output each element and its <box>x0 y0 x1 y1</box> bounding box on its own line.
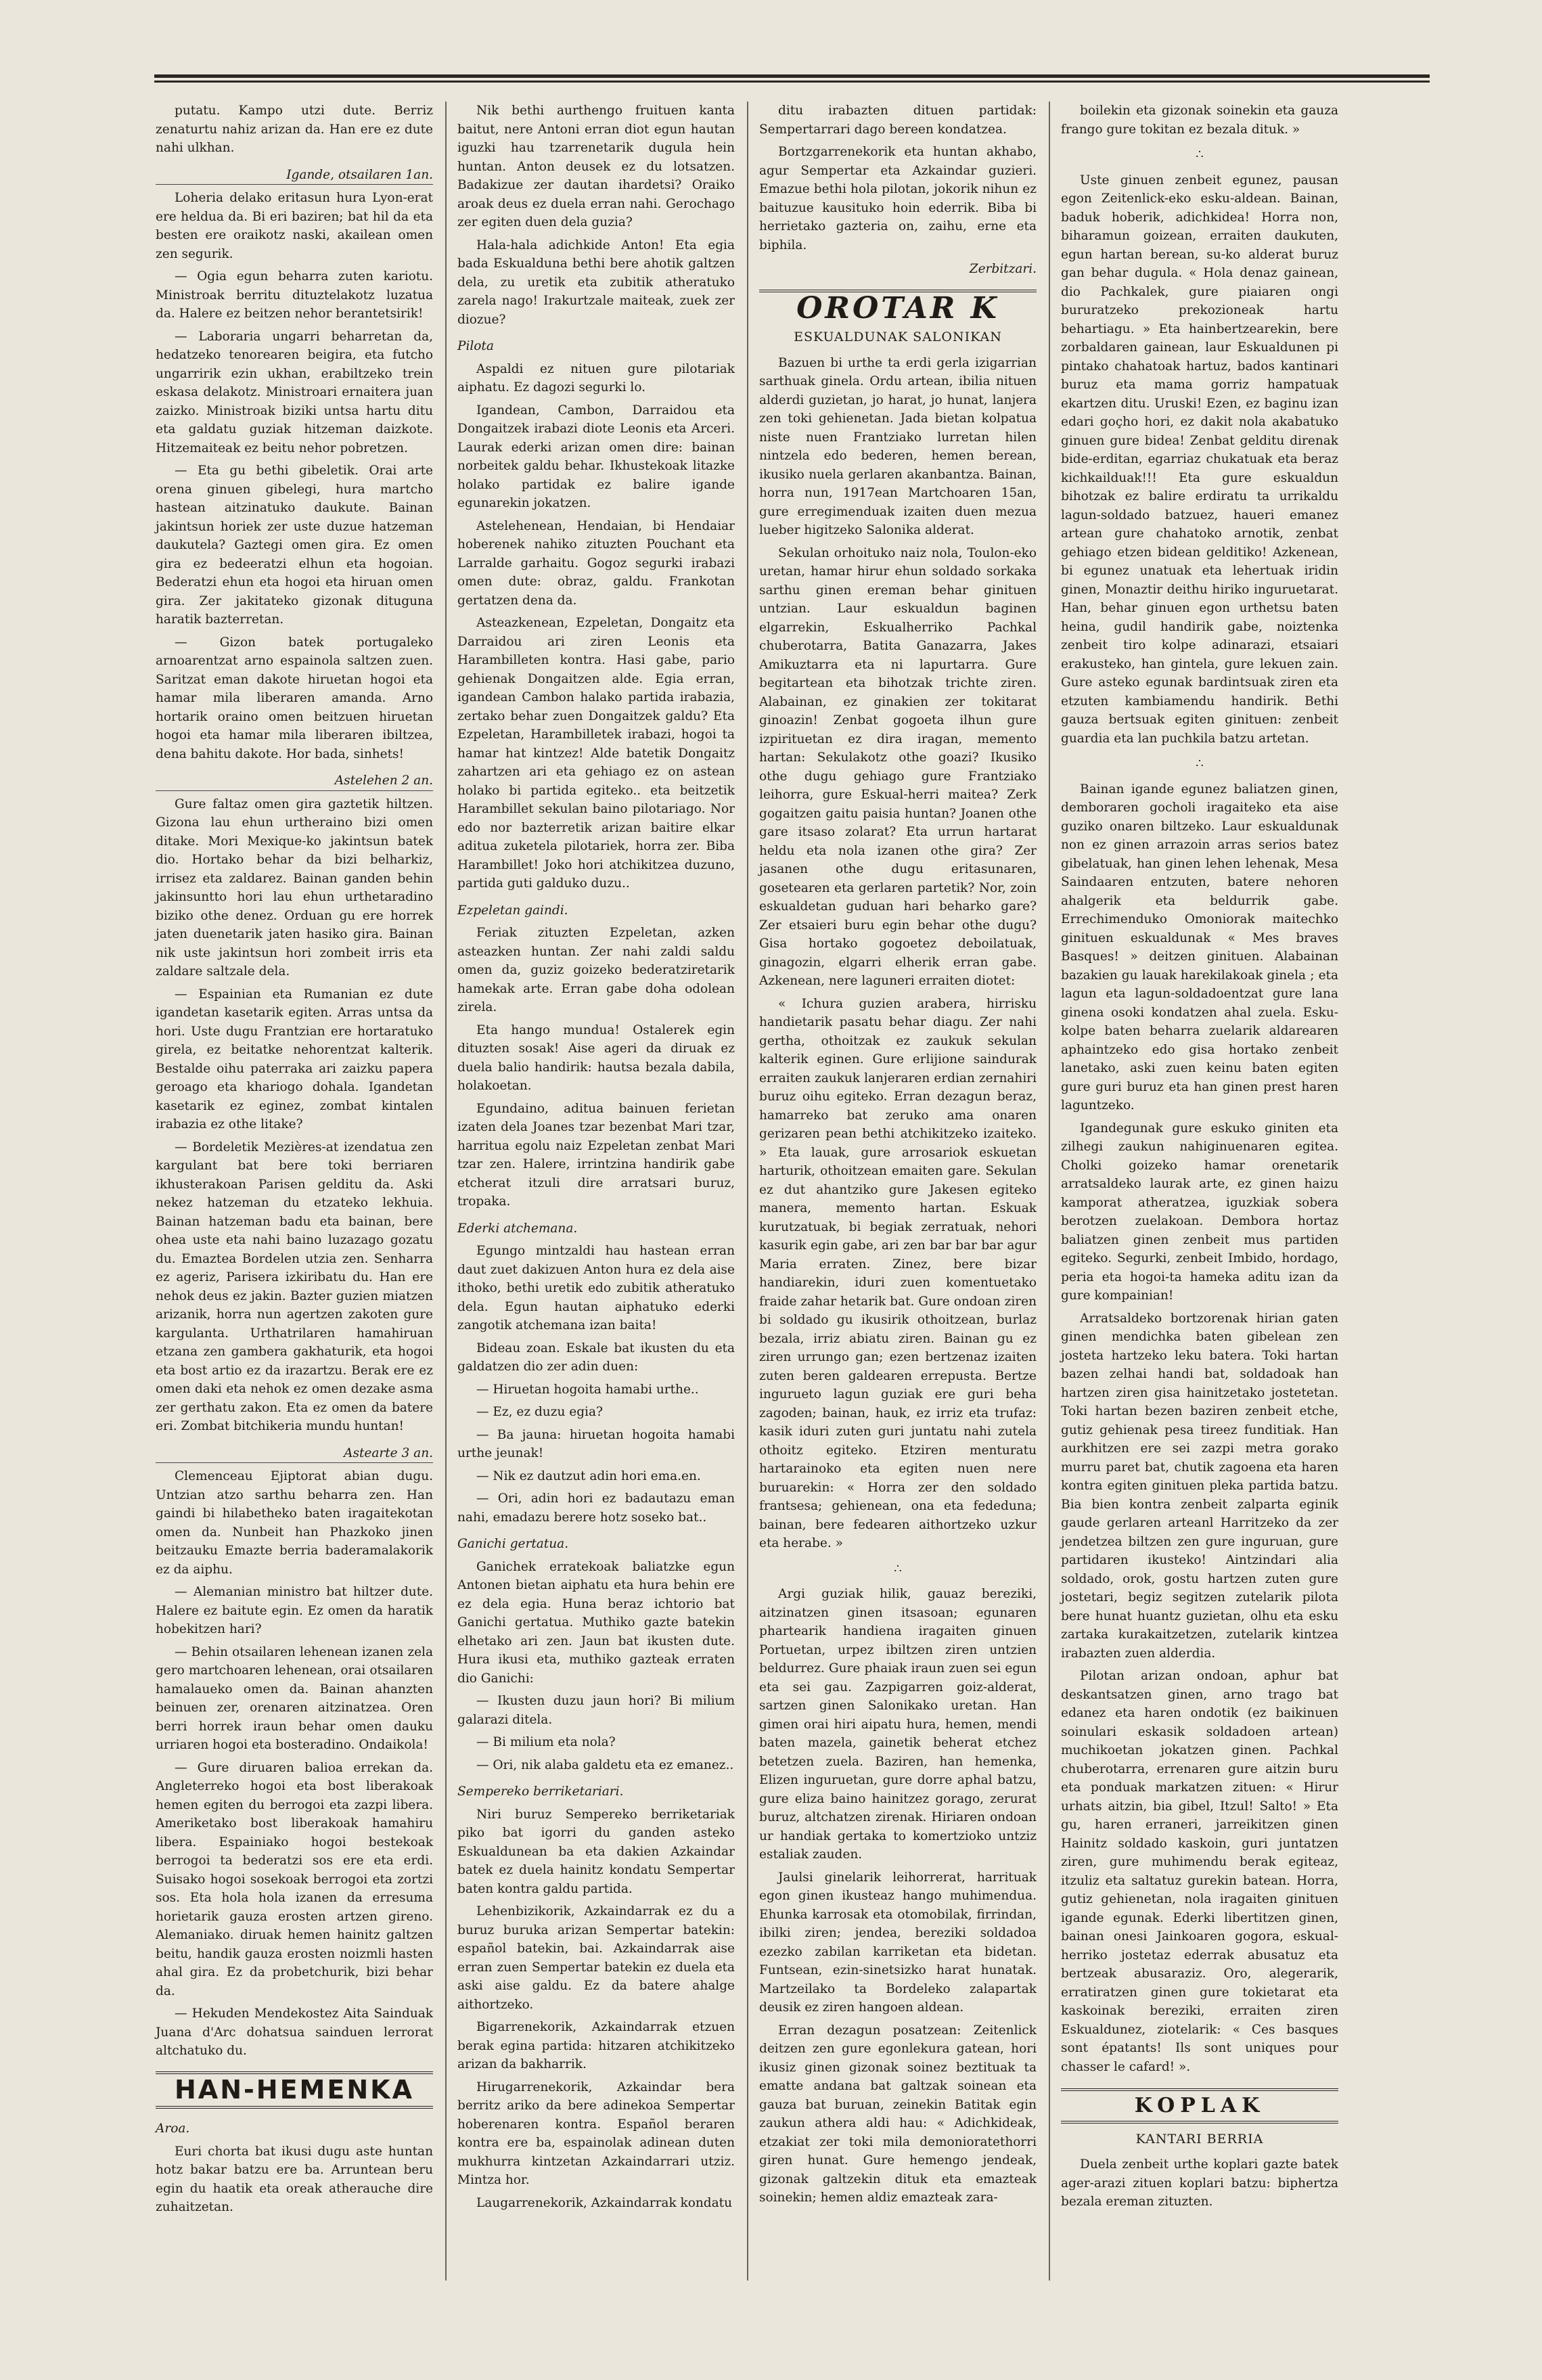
paragraph: — Hekuden Mendekostez Aita Sainduak Juana d'Arc dohatsua sainduen lerrorat altchatuko du. <box>156 2006 433 2058</box>
paragraph: — Ogia egun beharra zuten kariotu. Ministroak berritu dituztelakotz luzatua da. Halere ez beitzen nehor berantetsirik! <box>156 269 433 321</box>
paragraph: Bortzgarrenekorik eta huntan akhabo, agur Sempertar eta Azkaindar guzieri. Emazue bethi hola pilotan, jokorik nihun ez baituzue kausituko hoin ederrik. Biba bi herrietako gazteria on, zaihu, erne eta biphila. <box>759 145 1037 252</box>
paragraph: Astelehenean, Hendaian, bi Hendaiar hoberenek nahiko zituzten Pouchant eta Larralde garhaitu. Gogoz segurki irabazi omen dute: obraz, galdu. Frankotan gertatzen dena da. <box>457 518 735 608</box>
paragraph: Laugarrenekorik, Azkaindarrak kondatu <box>476 2195 733 2210</box>
paragraph: Argi guziak hilik, gauaz bereziki, aitzinatzen ginen itsasoan; egunaren phartearik handiena iragaiten ginuen Portuetan, urpez ibiltzen ziren untzien beldurrez. Gure phaiak iraun zuen sei egun eta sei gau. Zazpigarren goiz-alderat, sartzen ginen Salonikako uretan. Han gimen orai hiri aipatu hura, hemen, mendi baten mazela, gainetik beherat etchez betetzen zuela. Baziren, han hemenka, Elizen inguruetan, gure dorre aphal batzu, gure eliza baino hainitzez gorago, zerurat buruz, altchatzen zirenak. Hiriaren ondoan ur handiak gertaka to komertzioko untziz estaliak zauden. <box>759 1587 1037 1862</box>
paragraph: — Alemanian ministro bat hiltzer dute. Halere ez baitute egin. Ez omen da haratik hobekitzen hari? <box>156 1585 433 1636</box>
paragraph: Egungo mintzaldi hau hastean erran daut zuet dakizuen Anton hura ez dela aise ithoko, bethi uretik edo zubitik atheratuko dela. Egun hautan aiphatuko ederki zangotik atchemana izan baita! <box>457 1244 735 1332</box>
paragraph: Feriak zituzten Ezpeletan, azken asteazken huntan. Zer nahi zaldi saldu omen da, guziz goizeko bederatziretarik hamekak arte. Erran gabe doha odolean zirela. <box>457 926 735 1014</box>
paragraph: Sekulan orhoituko naiz nola, Toulon-eko uretan, hamar hirur ehun soldado sorkaka sarthu ginen ereman behar ginituen untzian. Laur eskualdun baginen elgarrekin, Eskualherriko Pachkal chuberotarra, Batita Ganazarra, Jakes Amikuztarra eta ni lapurtarra. Gure begitartean eta bihotzak trichte ziren. Alabainan, ez ginakien zer tokitarat ginoazin! Zenbat gogoeta ilhun gure izpirituetan ez dira iragan, memento hartan: Sekulakotz othe goazi? Ikusiko othe dugu gehiago gure Frantziako leihorra, gure Eskual-herri maitea? Zerk gogaitzen gaitu paisia huntan? Joanen othe gare itsaso zolarat? Eta urrun hartarat heldu eta nola izanen othe gira? Zer jasanen othe dugu eritasunaren, gosetearen eta gerlaren partetik? Nor, zoin eskualdetan guduan hari beharko gare? Zer etsaieri buru egin behar othe dugu? Gisa hortako gogoetez deboilatuak, ginagozin, elgarri elherik erran gabe. Azkenean, nere laguneri erraiten diotet: <box>759 545 1037 988</box>
paragraph: Arratsaldeko bortzorenak hirian gaten ginen mendichka baten gibelean zen josteta hartzeko leku batera. Toki hartan bazen zelhai handi bat, soldadoak han hartzen ziren gisa hainitzetako jostetetan. Toki hartan bezen baziren zenbeit etche, gutiz gehienak pesa tireez funditiak. Han aurkhitzen ere sei zazpi metra gorako murru paret bat, chutik zagoena eta haren kontra egiten ginituen pleka partida batzu. Bia bien kontra zenbeit zalparta eginik gaude gerlaren arteanl Harritzeko da zer jendetzea biltzen zen gure inguruan, gure partidaren ikusteko! Aintzindari alia soldado, orok, gostu hartzen zuten gure jostetari, begiz segitzen zutelarik pilota bere hunat huantz guzietan, olhu eta esku zartaka kurakaitzetzen, zutelarik kintzea irabazten zuen alderdia. <box>1061 1311 1338 1661</box>
paragraph: Hala-hala adichkide Anton! Eta egia bada Eskualduna bethi bere ahotik galtzen dela, zu uretik eta zubitik atheratuko zarela nago! Irakurtzale maiteak, zuek zer diozue? <box>457 238 735 327</box>
article-title: ESKUALDUNAK SALONIKAN <box>794 330 1002 344</box>
header-rule <box>154 74 1430 83</box>
paragraph: putatu. Kampo utzi dute. Berriz zenaturtu nahiz arizan da. Han ere ez dute nahi ulkhan. <box>156 104 433 155</box>
section-subheading: Ederki atchemana. <box>457 1221 578 1236</box>
paragraph: « Ichura guzien arabera, hirrisku handietarik pasatu behar diagu. Zer nahi gertha, othoitzak ez zaukuk sekulan kalterik eginen. Gure erlijione saindurak erraiten zaukuk lanjeraren erdian zernahiri buruz oihu egiteko. Erran dezagun beraz, hamarreko bat zeruko ama onaren gerizaren pean bethi atchikitzeko izaiteko. » Eta lauak, gure arrosariok eskuetan harturik, othoitzean emaiten gare. Sekulan ez dut ahantziko gure Jakesen egiteko manera, memento hartan. Eskuak kurutzatuak, bi begiak zerratuak, nehori kasurik egin gabe, ari zen bar bar bar agur Maria erraten. Zinez, bere bizar handiarekin, iduri zuen komentuetako fraide zahar hetarik bat. Gure ondoan ziren bi soldado gu ikusirik othoitzean, burlaz bezala, irriz abiatu ziren. Bainan gu ez ziren urrungo gan; ezen bertzenaz izaiten zuten beren galdearen errepusta. Bertze ingurueto lagun guziak ere guri beha zagoden; bainan, hauk, ez irriz eta trufaz: kasik iduri zuten guri juntatu nahi zutela othoitz egiteko. Etziren menturatu hartarainoko eta egiten nuen nere buruarekin: « Horra zer den soldado frantsesa; gehienean, ona eta fededuna; bainan, bere fedearen aithortzeko uzkur eta herabe. » <box>759 996 1037 1550</box>
paragraph: — Ikusten duzu jaun hori? Bi milium galarazi ditela. <box>457 1694 735 1727</box>
paragraph: Euri chorta bat ikusi dugu aste huntan hotz bakar batzu ere ba. Arruntean beru egin du haatik eta oreak atherauche dire zuhaitzetan. <box>156 2144 433 2214</box>
paragraph: — Eta gu bethi gibeletik. Orai arte orena ginuen gibelegi, hura martcho hastean aitzinatuko daukute. Bainan jakintsun horiek zer uste duzue hatzeman daukutela? Gaztegi omen gira. Ez omen gira ez bedeeratzi elhun eta hogoian. Bederatzi ehun eta hogoi eta hiruan omen gira. Zer jakitateko gizonak dituguna haratik bazterretan. <box>156 464 433 627</box>
paragraph: Bainan igande egunez baliatzen ginen, demboraren gocholi iragaiteko eta aise guziko onaren biltzeko. Laur eskualdunak non ez ginen arrazoin arras serios batez gibelatuak, han ginen lehen lehenak, Mesa Saindaaren entzuten, batere nehoren ahalgerik eta beldurrik gabe. Errechimenduko Omoniorak maitechko ginituen eskualdunak « Mes braves Basques! » deitzen ginituen. Alabainan bazakien gu lauak harekilakoak ginela ; eta lagun eta lagun-soldadoentzat gure lana ginena osoki kondatzen ahal zuela. Esku-kolpe baten beharra zuelarik aldarearen aphaintzeko edo gisa hortako zenbeit lanetako, aski zuen keinu baten egiten gure guri buruz eta han ginen prest haren laguntzeko. <box>1061 782 1338 1113</box>
paragraph: Bigarrenekorik, Azkaindarrak etzuen berak egina partida: hitzaren atchikitzeko arizan da bakharrik. <box>457 2020 735 2071</box>
paragraph: Asteazkenean, Ezpeletan, Dongaitz eta Darraidou ari ziren Leonis eta Harambilleten kontra. Hasi gabe, pario gehienak Dongaitzen alde. Egia erran, igandean Cambon halako partida irabazia, zertako behar zuen Dongaitzek galdu? Eta Ezpeletan, Harambilletek irabazi, hogoi ta hamar hat kintzez! Alde batetik Dongaitz zahartzen ari eta gehiago ez on astean holako bi partida egiteko.. eta beitzetik Harambillet sekulan baino pilotariago. Nor edo nor bazterretik arizan baitire elkar aditua zuketela pilotariek, horra zer. Biba Harambillet! Joko hori atchikitzea duzuno, partida guti galduko duzu.. <box>457 616 735 891</box>
column-2 <box>457 102 735 2216</box>
paragraph: Egundaino, aditua bainuen ferietan izaten dela Joanes tzar bezenbat Mari tzar, harritua egolu naiz Ezpeletan zenbat Mari tzar zen. Halere, irrintzina handirik gabe etcherat itzuli dire arratsari buruz, tropaka. <box>457 1101 735 1209</box>
paragraph: — Ori, adin hori ez badautazu eman nahi, emadazu berere hotz soseko bat.. <box>457 1491 735 1525</box>
paragraph: Bideau zoan. Eskale bat ikusten du eta galdatzen dio zer adin duen: <box>457 1341 735 1374</box>
paragraph: Igandean, Cambon, Darraidou eta Dongaitzek irabazi diote Leonis eta Arceri. Laurak ederki arizan omen dire: bainan norbeitek galdu behar. Ikhustekoak litazke holako partidak ez balire igande egunarekin jokatzen. <box>457 403 735 510</box>
paragraph: boilekin eta gizonak soinekin eta gauza frango gure tokitan ez bezala dituk. » <box>1061 104 1338 137</box>
paragraph: Eta hango mundua! Ostalerek egin dituzten sosak! Aise ageri da diruak ez duela balio handirik: hautsa bezala dabila, holakoetan. <box>457 1023 735 1093</box>
article-title: KANTARI BERRIA <box>1135 2131 1264 2147</box>
section-subheading: Sempereko berriketariari. <box>457 1784 624 1799</box>
section-subheading: Pilota <box>457 339 494 353</box>
paragraph: — Ori, nik alaba galdetu eta ez emanez.. <box>476 1757 734 1772</box>
asterism-icon: ∴ <box>1196 757 1204 771</box>
signature: Zerbitzari. <box>969 262 1037 276</box>
paragraph: Lehenbizikorik, Azkaindarrak ez du a buruz buruka arizan Sempertar batekin: español batekin, bai. Azkaindarrak aise erran zuen Sempertar batekin ez duela eta aski aise galdu. Ez da batere ahalge aithortzeko. <box>457 1904 735 2012</box>
paragraph: Bazuen bi urthe ta erdi gerla izigarrian sarthuak ginela. Ordu artean, ibilia nituen alderdi guzietan, jo harat, jo hunat, lanjera zen toki gehienetan. Jada bietan kolpatua niste nuen Frantziako lurretan hilen nintzela edo bederen, hemen berean, ikusiko nuela gerlaren akanbantza. Bainan, horra nun, 1917ean Martchoaren 15an, gure erregimenduak izaiten duen mezua lueber higitzeko Salonika alderat. <box>759 355 1037 537</box>
asterism-icon: ∴ <box>894 1561 902 1576</box>
paragraph: — Bordeletik Mezières-at izendatua zen kargulant bat bere toki berriaren ikhusterakoan Parisen gelditu da. Aski nekez hatzeman du etzateko lekhuia. Bainan hatzeman badu eta bainan, bere ohea uste eta nahi baino luzazago gozatu du. Emaztea Bordelen utzia zen. Senharra ez ageriz, Parisera izkiribatu du. Han ere nehok deus ez jakin. Bazter guzien miatzen arizanik, horra nun agertzen zakoten gure kargulanta. Urthatrilaren hamahiruan etzana zen gambera gakhaturik, eta hogoi eta bost artio ez da irazartzu. Berak ere ez omen daki eta nehok ez omen dezake asma zer gerthatu zakon. Eta ez omen da batere eri. Zombat bitchikeria mundu huntan! <box>156 1140 433 1433</box>
paragraph: Gure faltaz omen gira gaztetik hiltzen. Gizona lau ehun urtheraino bizi omen ditake. Mori Mexique-ko jakintsun batek dio. Hortako behar da bizi belharkiz, irrisez eta zaldarez. Bainan ganden behin jakinsuntto hori lau ehun urthetaradino biziko othe denez. Orduan gu ere horrek jaten duenetarik jaten hasiko gira. Bainan nik uste jakintsun hori zombeit irris eta zaldare saltzale dela. <box>156 796 433 979</box>
paragraph: — Gizon batek portugaleko arnoarentzat arno espainola saltzen zuen. Saritzat eman dakote hiruetan hogoi eta hamar mila liberaren amanda. Arno hortarik oraino omen beitzuen hiruetan hogoi eta hamar mila liberaren ibiltzea, dena bahitu dakote. Hor bada, sinhets! <box>156 635 433 761</box>
paragraph: Erran dezagun posatzean: Zeitenlick deitzen zen gure egonlekura gatean, hori ikusiz ginen gizonak soinez beztituak ta ematte andana bat galtzak soinean eta gauza bat buruan, zeinekin Batitak egin zaukun athera aldi hau: « Adichkideak, etzakiat zer toki mila demonioratethorri giren hunat. Gure hemengo jendeak, gizonak galtzekin dituk eta emazteak soinekin; hemen aldiz emazteak zara- <box>759 2023 1037 2205</box>
paragraph: Nik bethi aurthengo fruituen kanta baitut, nere Antoni erran diot egun hautan iguzki hau tzarrenetarik dugula hein huntan. Anton deusek ez du lotsatzen. Badakizue zer dautan ihardetsi? Oraiko aroak deus ez duela erran nahi. Gerochago zer egiten duen dela guzia? <box>457 104 735 229</box>
paragraph: Niri buruz Sempereko berriketariak piko bat igorri du ganden asteko Eskualdunean ba eta dakien Azkaindar batek ez duela hainitz kondatu Sempertar baten kontra galdu partida. <box>457 1807 735 1896</box>
paragraph: — Ba jauna: hiruetan hogoita hamabi urthe jeunak! <box>457 1427 735 1460</box>
paragraph: — Nik ez dautzut adin hori ema.en. <box>476 1468 701 1483</box>
paragraph: Igandegunak gure eskuko giniten eta zilhegi zaukun nahiginuenaren egitea. Cholki goizeko hamar orenetarik arratsaldeko laurak arte, ez ginen haizu kamporat atheratzea, iguzkiak sobera berotzen zuelakoan. Dembora hortaz baliatzen ginen zenbeit mus partiden egiteko. Segurki, zenbeit Imbido, hordago, peria eta hogoi-ta hameka aditu izan da gure kompainian! <box>1061 1121 1338 1303</box>
paragraph: Loheria delako eritasun hura Lyon-erat ere heldua da. Bi eri baziren; bat hil da eta besten ere oraikotz naski, akailean omen zen segurik. <box>156 191 433 261</box>
date-heading: Astelehen 2 an. <box>156 771 433 791</box>
paragraph: Hirugarrenekorik, Azkaindar bera berritz ariko da bere adinekoa Sempertar hoberenaren kontra. Español beraren kontra ere ba, espainolak adinean duten mukhurra kintzetan Azkaindarrari utziz. Mintza hor. <box>457 2080 735 2187</box>
column-3 <box>759 102 1037 2211</box>
column-rule <box>1049 102 1050 2281</box>
paragraph: — Laboraria ungarri beharretan da, hedatzeko tenorearen beigira, eta futcho ungarririk ezin ukhan, erabiltzeko trein eskasa delakotz. Ministroari ernaitera juan zaizko. Ministroak biziki untsa hartu ditu eta galdatu guziak hitzeman daizkote. Hitzemaiteak ez beitu nehor pobretzen. <box>156 329 433 455</box>
paragraph: — Espainian eta Rumanian ez dute igandetan kasetarik egiten. Arras untsa da hori. Uste dugu Frantzian ere hortaratuko girela, ez beitatke nehorentzat kalterik. Bestalde oihu paterraka ari zaizku papera geroago eta khariogo dohala. Igandetan kasetarik ez eginez, zombat kintalen irabazia ez othe litake? <box>156 987 433 1131</box>
section-subheading: Ezpeletan gaindi. <box>457 903 568 918</box>
paragraph: — Behin otsailaren lehenean izanen zela gero martchoaren lehenean, orai otsailaren hamalaueko omen da. Bainan ahanzten beinuen zer, orenaren aitzinatzea. Oren berri horrek iraun behar omen dauku urriaren hogoi eta bosteradino. Ondaikola! <box>156 1644 433 1752</box>
section-subheading: Aroa. <box>156 2121 190 2136</box>
section-masthead: HAN-HEMENKA <box>156 2071 433 2109</box>
asterism-icon: ∴ <box>1196 148 1204 162</box>
paragraph: — Ez, ez duzu egia? <box>476 1405 603 1419</box>
paragraph: — Hiruetan hogoita hamabi urthe.. <box>476 1382 699 1397</box>
section-subheading: Ganichi gertatua. <box>457 1537 569 1551</box>
column-1 <box>156 102 433 2221</box>
paragraph: Uste ginuen zenbeit egunez, pausan egon Zeitenlick-eko esku-aldean. Bainan, baduk hoberik, adichkidea! Horra non, biharamun goizean, erraiten daukuten, egun hartan berean, su-ko alderat buruz gan behar dugula. « Hola denaz gainean, dio Pachkalek, gure piaiaren ongi bururatzeko prekozioneak hartu behartiagu. » Eta hainbertzearekin, bere zorbaldaren gainean, laur Eskualdunen pi pintako chahatoak hartuz, bados kantinari buruz eta mama gorriz hampatuak ekartzen ditu. Uruski! Ezen, ez baginu izan edari goçho hori, ez dakit nola akabatuko ginuen gure bidea! Zenbat gelditu direnak bide-erditan, egarriaz chukatuak eta beraz kichkailduak!!! Eta gure eskualdun bihotzak ez balire erdiratu ta urrikaldu lagun-soldado batzuez, haueri emanez artean gure chahatoko arnotik, zenbat gehiago etzen bidean gelditiko! Azkenean, bi egunez unatuak eta lehertuak iridin ginen, Monaztir deithu hiriko inguruetarat. Han, behar ginuen egon urthetsu baten heina, gudil handirik gabe, noiztenka zenbeit tiro kolpe adinarazi, etsaiari erakusteko, han gintela, gure lekuen zain. Gure asteko egunak bardintsuak ziren eta etzuten kambiamendu handirik. Bethi gauza bertsuak egiten ginituen: zenbeit guardia eta lan puchkila batzu artetan. <box>1061 173 1338 746</box>
section-masthead: OROTAR K <box>759 290 1037 318</box>
paragraph: ditu irabazten dituen partidak: Sempertarrari dago bereen kondatzea. <box>759 104 1037 137</box>
paragraph: Ganichek erratekoak baliatzke egun Antonen bietan aiphatu eta hura behin ere ez dela egia. Huna beraz ichtorio bat Ganichi gertatua. Muthiko gazte batekin elhetako ari zen. Jaun bat ikusten dute. Hura ikusi eta, muthiko gazteak erraten dio Ganichi: <box>457 1559 735 1686</box>
section-masthead: KOPLAK <box>1061 2088 1338 2124</box>
date-heading: Igande, otsailaren 1an. <box>156 166 433 185</box>
column-rule <box>445 102 447 2281</box>
paragraph: — Gure diruaren balioa errekan da. Angleterreko hogoi eta bost liberakoak hemen egiten du berrogoi eta zazpi libera. Ameriketako bost liberakoak hamahiru libera. Espainiako hogoi bestekoak berrogoi ta bederatzi sos ere eta erdi. Suisako hogoi sosekoak berrogoi eta zortzi sos. Eta hola hola izanen da erresuma horietarik gauza erosten artzen gireno. Alemaniako. diruak hemen hainitz galtzen beitu, handik gauza erosten noizmli hasten ahal gira. Ez da probetchurik, bizi behar da. <box>156 1760 433 1998</box>
date-heading: Astearte 3 an. <box>156 1444 433 1464</box>
paragraph: Clemenceau Ejiptorat abian dugu. Untzian atzo sarthu beharra zen. Han gaindi bi hilabetheko baten iragaitekotan omen da. Nunbeit han Phazkoko jinen beitzauku Emazte berria baderamalakorik ez da aiphu. <box>156 1469 433 1577</box>
paragraph: Duela zenbeit urthe koplari gazte batek ager-arazi zituen koplari batzu: biphertza bezala ereman zituzten. <box>1061 2157 1338 2209</box>
paragraph: Aspaldi ez nituen gure pilotariak aiphatu. Ez dagozi segurki lo. <box>457 361 735 395</box>
paragraph: Pilotan arizan ondoan, aphur bat deskantsatzen ginen, arno trago bat edanez eta haren ondotik (ez baikinuen soinulari eskasik soldadoen artean) muchikoetan jokatzen ginen. Pachkal chuberotarra, errenaren gure aitzin buru eta ponduak markatzen zituen: « Hirur urhats aitzin, bia gibel, Itzul! Salto! » Eta gu, haren erraneri, jarreikitzen ginen Hainitz soldado kaskoin, guri juntatzen ziren, gure muhimendu berak egiteaz, itzuliz eta saltatuz gurekin batean. Horra, gutiz gehienetan, nola iragaiten ginituen igande egunak. Ederki libertitzen ginen, bainan onesi Jainkoaren gogora, eskual-herriko jostetaz ederrak abusatuz eta bertzeak abusaraziz. Oro, alegerarik, erratiratzen ginen gure tokietarat eta kaskoinak bereziki, erraiten ziren Eskualdunez, ziotelarik: « Ces basques sont épatants! Ils sont uniques pour chasser le cafard! ». <box>1061 1669 1338 2074</box>
column-rule <box>747 102 748 2281</box>
paragraph: Jaulsi ginelarik leihorrerat, harrituak egon ginen ikusteaz hango muhimendua. Ehunka karrosak eta otomobilak, firrindan, ibilki ziren; jendea, bereziki soldadoa ezezko zabilan karriketan eta bidetan. Funtsean, ezin-sinetsizko harat hunatak. Martzeilako ta Bordeleko zalapartak deusik ez ziren hangoen aldean. <box>759 1870 1037 2015</box>
column-4 <box>1061 102 1338 2216</box>
paragraph: — Bi milium eta nola? <box>476 1735 616 1749</box>
